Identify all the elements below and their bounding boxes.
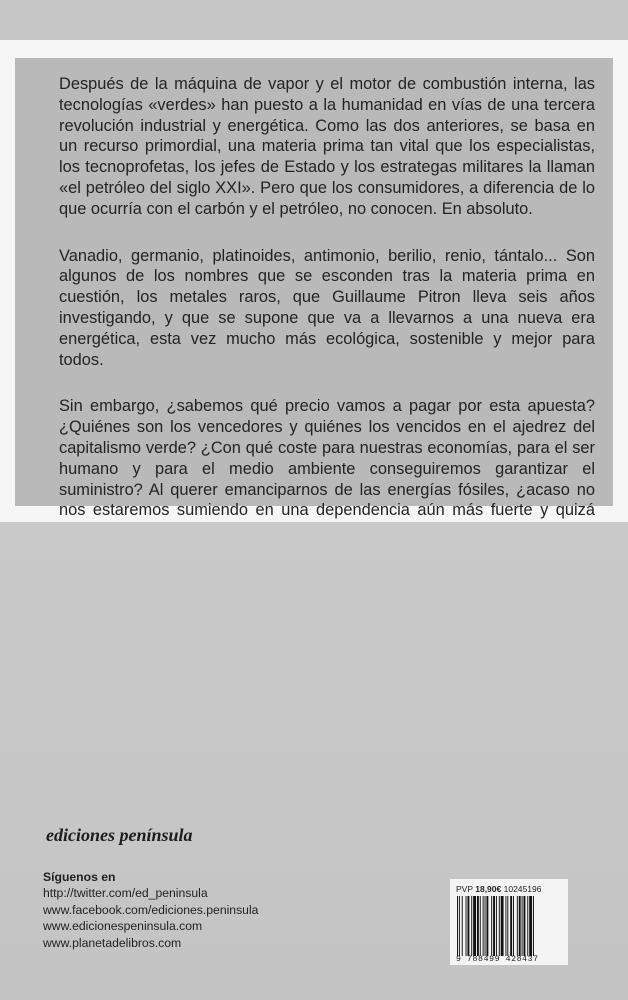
barcode-bar	[496, 896, 497, 956]
barcode-bar	[533, 896, 534, 956]
barcode-icon	[456, 896, 562, 956]
barcode-bar	[486, 896, 488, 956]
blurb-text	[59, 74, 595, 542]
barcode-bar	[485, 896, 486, 956]
barcode-bar	[524, 896, 526, 956]
barcode-bar	[457, 896, 458, 956]
barcode-bar	[529, 896, 532, 956]
facebook-link[interactable]: www.facebook.com/ediciones.peninsula	[43, 902, 259, 917]
barcode-bar	[517, 896, 518, 956]
barcode-bar	[480, 896, 481, 956]
publisher-website-link[interactable]: www.edicionespeninsula.com	[43, 919, 203, 934]
barcode-bar	[462, 896, 463, 956]
isbn-digits: 9 788499 428437	[456, 955, 539, 964]
barcode-bar	[522, 896, 523, 956]
barcode-bar	[459, 896, 460, 956]
barcode-bar	[493, 896, 495, 956]
barcode-bar	[513, 896, 514, 956]
barcode-bar	[499, 896, 500, 956]
barcode-bar	[473, 896, 476, 956]
barcode-bar	[527, 896, 528, 956]
internal-code: 10245196	[503, 884, 542, 894]
social-heading: Síguenos en	[43, 870, 116, 884]
barcode-box	[450, 879, 568, 965]
barcode-bar	[483, 896, 484, 956]
publisher-logo: ediciones península	[46, 825, 193, 845]
blurb-panel	[15, 58, 613, 520]
blurb-paragraph-2: Vanadio, germanio, platinoides, antimonio, berilio, renio, tántalo... Son algunos de los nombres que se esconden tras la materia prima en cuestión, los metales raros, que Guillaume Pitron lleva seis años investigando, y que se supone que va a llevarnos a una nueva era energética, esta vez mucho más ecológica, sostenible y mejor para todos.	[59, 246, 595, 369]
price-line	[456, 884, 562, 894]
blurb-paragraph-3: Sin embargo, ¿sabemos qué precio vamos a pagar por esta apuesta? ¿Quiénes son los vencedores y quiénes los vencidos en el ajedrez del capitalismo verde? ¿Con qué coste para nuestras economías, para el ser humano y para el medio ambiente conseguiremos garantizar el suministro? Al querer emanciparnos de las energías fósiles, ¿acaso no nos estaremos sumiendo en una dependencia aún más fuerte y quizá	[59, 397, 595, 520]
barcode-bar	[501, 896, 504, 956]
pvp-label: PVP	[456, 884, 473, 894]
barcode-bar	[471, 896, 472, 956]
planeta-website-link[interactable]: www.planetadelibros.com	[43, 935, 182, 950]
blurb-paragraph-1: Después de la máquina de vapor y el motor de combustión interna, las tecnologías «verdes» han puesto a la humanidad en vías de una tercera revolución industrial y energética. Como las dos anteriores, se basa en un recurso primordial, una materia prima tan vital que los especialistas, los tecnoprofetas, los jefes de Estado y los estrategas militares la llaman «el petróleo del siglo XXI». Pero que los consumidores, a diferencia de lo que ocurría con el carbón y el petróleo, no conocen. En absoluto.	[59, 75, 595, 218]
social-links	[43, 869, 258, 951]
price: 18,90€	[475, 884, 502, 894]
barcode-bar	[507, 896, 508, 956]
barcode-bar	[519, 896, 521, 956]
barcode-bar	[505, 896, 506, 956]
barcode-bar	[466, 896, 467, 956]
twitter-link[interactable]: http://twitter.com/ed_peninsula	[43, 886, 208, 901]
barcode-bar	[491, 896, 492, 956]
barcode-bar	[510, 896, 512, 956]
barcode-bar	[477, 896, 479, 956]
barcode-bar	[467, 896, 469, 956]
